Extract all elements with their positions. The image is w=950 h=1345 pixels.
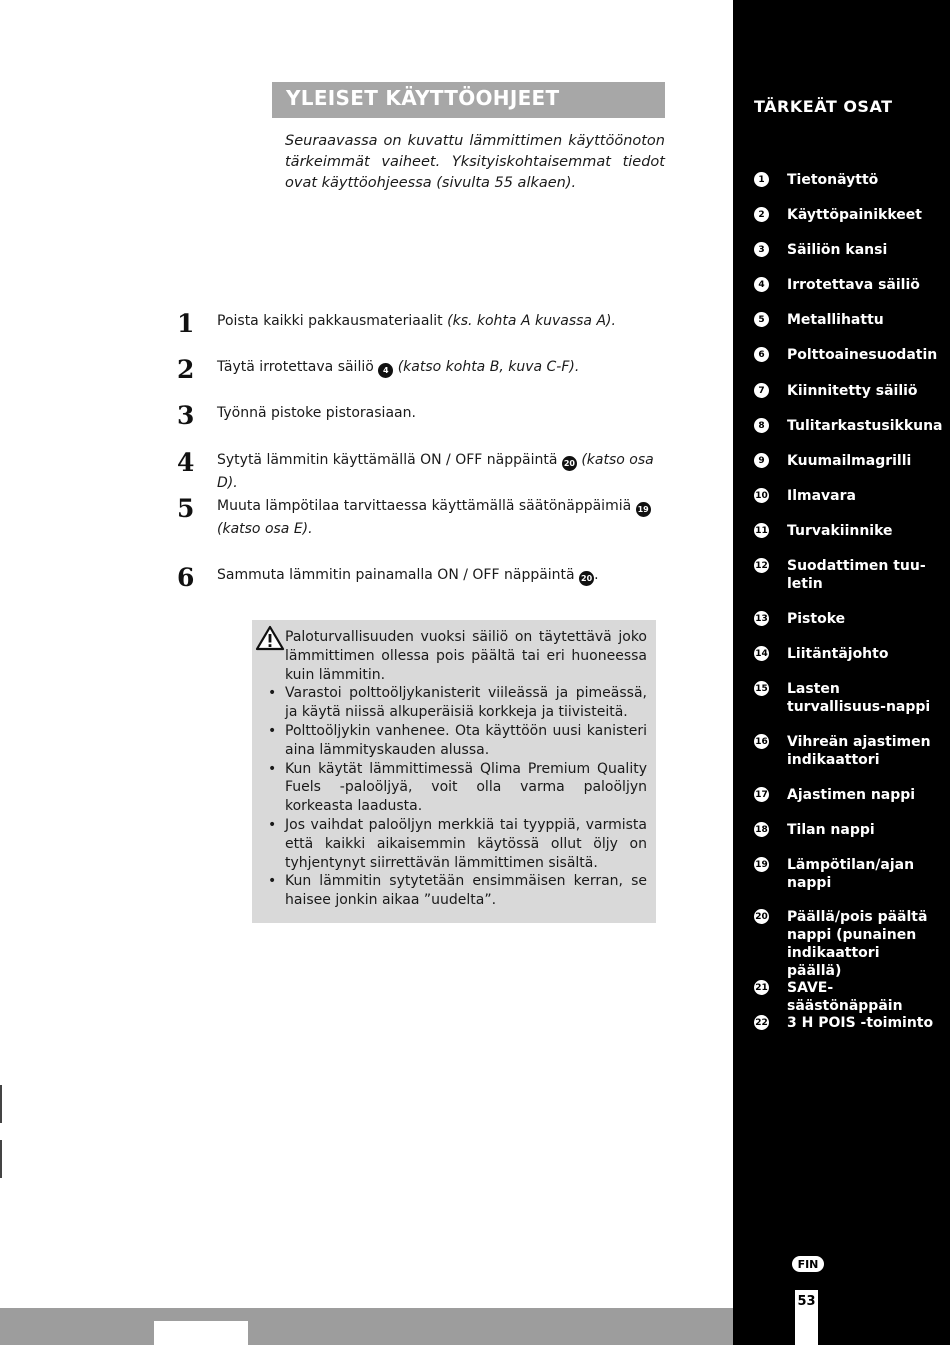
warning-item: • Polttoöljykin vanhenee. Ota käyttöön uusi kanisteri aina lämmityskauden alussa. — [285, 722, 647, 760]
warning-box — [252, 620, 656, 923]
part-item — [754, 733, 944, 769]
part-number-badge: 5 — [754, 312, 769, 327]
part-label: Tulitarkastusikkuna — [787, 418, 943, 434]
warning-item: • Kun käytät lämmittimessä Qlima Premium Quality Fuels -paloöljyä, voit olla varma paloöljyn korkeasta laadusta. — [285, 760, 647, 816]
page-title: YLEISET KÄYTTÖOHJEET — [286, 86, 560, 110]
step-instruction: Muuta lämpötilaa tarvittaessa käyttämällä säätönäppäimiä — [217, 498, 636, 514]
edge-mark — [0, 1140, 2, 1178]
part-number-badge: 9 — [754, 453, 769, 468]
part-item — [754, 417, 944, 435]
step-reference-note: (katso kohta B, kuva C-F). — [397, 359, 580, 375]
part-label: Käyttöpainikkeet — [787, 207, 922, 223]
part-label: Irrotettava säiliö — [787, 277, 920, 293]
part-number-badge: 22 — [754, 1015, 769, 1030]
part-number-badge: 8 — [754, 418, 769, 433]
step-number: 1 — [177, 309, 195, 338]
part-number-badge: 19 — [754, 857, 769, 872]
part-item — [754, 382, 944, 400]
part-number-badge: 1 — [754, 172, 769, 187]
part-item — [754, 680, 944, 716]
step-number: 4 — [177, 448, 195, 477]
part-reference-badge: 4 — [378, 363, 393, 378]
part-number-badge: 16 — [754, 734, 769, 749]
part-number-badge: 20 — [754, 909, 769, 924]
part-label: Turvakiinnike — [787, 523, 893, 539]
part-number-badge: 15 — [754, 681, 769, 696]
part-number-badge: 14 — [754, 646, 769, 661]
step-instruction: Työnnä pistoke pistorasiaan. — [217, 405, 416, 421]
step-number: 5 — [177, 494, 195, 523]
part-label: Vihreän ajastimen indikaattori — [787, 734, 931, 768]
part-item — [754, 452, 944, 470]
language-badge: FIN — [792, 1256, 824, 1272]
part-label: Kiinnitetty säiliö — [787, 383, 918, 399]
part-label: Lämpötilan/ajan nappi — [787, 857, 915, 891]
part-number-badge: 21 — [754, 980, 769, 995]
step-number: 2 — [177, 355, 195, 384]
step-tail: . — [594, 567, 599, 583]
sidebar-title: TÄRKEÄT OSAT — [754, 97, 893, 116]
part-label: Metallihattu — [787, 312, 884, 328]
part-number-badge: 18 — [754, 822, 769, 837]
part-reference-badge: 19 — [636, 502, 651, 517]
part-item — [754, 1014, 944, 1032]
part-item — [754, 786, 944, 804]
part-number-badge: 11 — [754, 523, 769, 538]
part-item — [754, 908, 944, 980]
part-label: Päällä/pois päältä nappi (punainen indikaattori päällä) — [787, 909, 928, 979]
part-number-badge: 4 — [754, 277, 769, 292]
part-label: Liitäntäjohto — [787, 646, 889, 662]
part-item — [754, 241, 944, 259]
sidebar — [733, 0, 950, 1345]
part-number-badge: 10 — [754, 488, 769, 503]
part-item — [754, 311, 944, 329]
warning-list — [285, 628, 647, 910]
part-label: Tietonäyttö — [787, 172, 879, 188]
part-number-badge: 6 — [754, 347, 769, 362]
title-bar — [272, 82, 665, 118]
part-label: Polttoainesuodatin — [787, 347, 938, 363]
step-text — [217, 356, 667, 379]
part-reference-badge: 20 — [579, 571, 594, 586]
step-instruction: Sammuta lämmitin painamalla ON / OFF näppäintä — [217, 567, 580, 583]
warning-item: • Kun lämmitin sytytetään ensimmäisen kerran, se haisee jonkin aikaa ”uudelta”. — [285, 872, 647, 910]
step-text — [217, 310, 667, 333]
part-item — [754, 276, 944, 294]
part-number-badge: 3 — [754, 242, 769, 257]
part-number-badge: 7 — [754, 383, 769, 398]
part-label: 3 H POIS -toiminto — [787, 1015, 934, 1031]
step-instruction: Sytytä lämmitin käyttämällä ON / OFF näppäintä — [217, 452, 562, 468]
part-label: Kuumailmagrilli — [787, 453, 912, 469]
part-label: Ajastimen nappi — [787, 787, 916, 803]
part-label: Ilmavara — [787, 488, 856, 504]
step-text — [217, 449, 667, 495]
part-label: Säiliön kansi — [787, 242, 888, 258]
warning-triangle-icon — [255, 625, 285, 651]
step-reference-note: (katso osa E). — [217, 521, 313, 537]
step-text — [217, 495, 667, 541]
part-item — [754, 522, 944, 540]
step-text — [217, 402, 667, 425]
step-text — [217, 564, 667, 587]
part-item — [754, 645, 944, 663]
step-instruction: Täytä irrotettava säiliö — [217, 359, 379, 375]
part-label: Suodattimen tuu-letin — [787, 558, 926, 592]
step-instruction: Poista kaikki pakkausmateriaalit — [217, 313, 448, 329]
part-number-badge: 2 — [754, 207, 769, 222]
step-reference-note: (katso osa D). — [217, 452, 654, 491]
warning-item: Paloturvallisuuden vuoksi säiliö on täytettävä joko lämmittimen ollessa pois päältä tai eri huoneessa kuin lämmitin. — [285, 629, 647, 683]
part-item — [754, 610, 944, 628]
warning-item: • Jos vaihdat paloöljyn merkkiä tai tyyppiä, varmista että kaikki aikaisemmin käytössä ollut öljy on tyhjentynyt siirrettävän lämmittimen sisältä. — [285, 816, 647, 872]
part-item — [754, 979, 944, 1015]
part-label: Tilan nappi — [787, 822, 875, 838]
step-number: 3 — [177, 401, 195, 430]
part-reference-badge: 20 — [562, 456, 577, 471]
footer-tab — [154, 1321, 248, 1345]
edge-mark — [0, 1085, 2, 1123]
part-label: Pistoke — [787, 611, 846, 627]
part-item — [754, 171, 944, 189]
part-label: Lasten turvallisuus-nappi — [787, 681, 931, 715]
part-item — [754, 206, 944, 224]
footer-bar — [0, 1308, 733, 1345]
page-number: 53 — [795, 1290, 818, 1345]
part-item — [754, 821, 944, 839]
warning-item: • Varastoi polttoöljykanisterit viileässä ja pimeässä, ja käytä niissä alkuperäisiä korkkeja ja tiivisteitä. — [285, 684, 647, 722]
part-item — [754, 856, 944, 892]
part-item — [754, 487, 944, 505]
part-item — [754, 346, 944, 364]
part-number-badge: 17 — [754, 787, 769, 802]
part-label: SAVE-säästönäppäin — [787, 980, 903, 1014]
part-item — [754, 557, 944, 593]
part-number-badge: 12 — [754, 558, 769, 573]
step-reference-note: (ks. kohta A kuvassa A). — [447, 313, 616, 329]
intro-paragraph: Seuraavassa on kuvattu lämmittimen käyttöönoton tärkeimmät vaiheet. Yksityiskohtaisemmat tiedot ovat käyttöohjeessa (sivulta 55 alkaen). — [285, 133, 665, 191]
part-number-badge: 13 — [754, 611, 769, 626]
step-number: 6 — [177, 563, 195, 592]
